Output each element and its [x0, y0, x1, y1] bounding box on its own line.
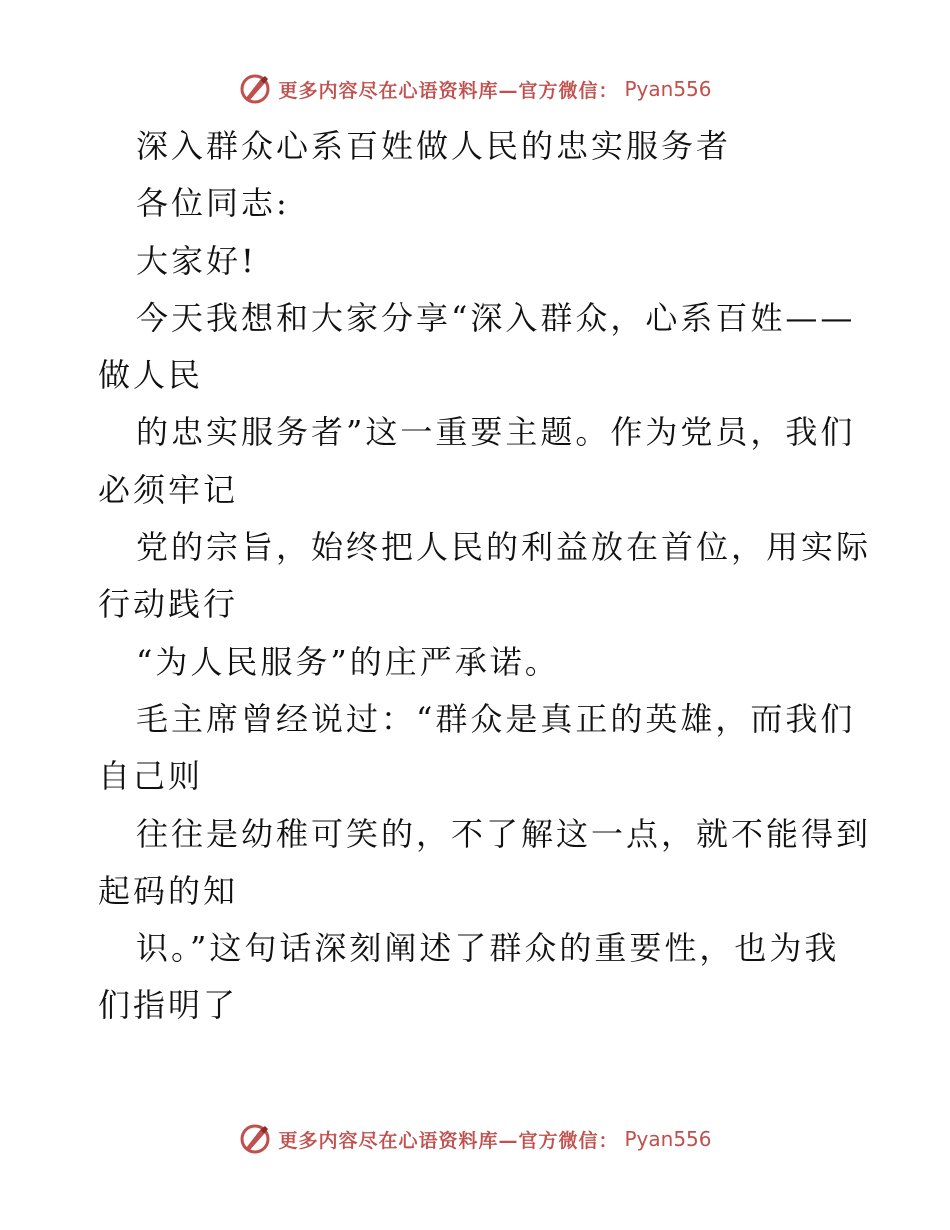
text-line: 识。”这句话深刻阐述了群众的重要性，也为我 — [136, 929, 840, 968]
watermark-text: 更多内容尽在心语资料库—官方微信： — [278, 79, 619, 102]
text-line: “为人民服务”的庄严承诺。 — [136, 642, 560, 681]
text-line: 必须牢记 — [98, 470, 239, 509]
text-line: 今天我想和大家分享“深入群众，心系百姓—— — [136, 298, 856, 337]
header-watermark — [0, 72, 950, 106]
text-line: 各位同志: — [136, 184, 290, 223]
text-line: 做人民 — [98, 356, 204, 395]
text-line: 们指明了 — [98, 986, 239, 1025]
text-line: 起码的知 — [98, 871, 239, 910]
watermark-wechat-id: Pyan556 — [624, 77, 712, 101]
document-body — [98, 118, 872, 1035]
text-line: 深入群众心系百姓做人民的忠实服务者 — [136, 127, 732, 165]
watermark-text: 更多内容尽在心语资料库—官方微信： — [278, 1129, 619, 1152]
text-line: 党的宗旨，始终把人民的利益放在首位，用实际 — [136, 528, 872, 567]
pen-logo-icon — [238, 72, 272, 106]
text-line: 往往是幼稚可笑的，不了解这一点，就不能得到 — [136, 814, 872, 853]
text-line: 行动践行 — [98, 585, 239, 624]
pen-logo-icon — [238, 1122, 272, 1156]
watermark-wechat-id: Pyan556 — [624, 1127, 712, 1151]
text-line: 自己则 — [98, 757, 204, 796]
footer-watermark — [0, 1122, 950, 1156]
text-line: 大家好! — [136, 241, 257, 280]
text-line: 毛主席曾经说过：“群众是真正的英雄，而我们 — [136, 699, 856, 738]
text-line: 的忠实服务者”这一重要主题。作为党员，我们 — [136, 413, 856, 452]
